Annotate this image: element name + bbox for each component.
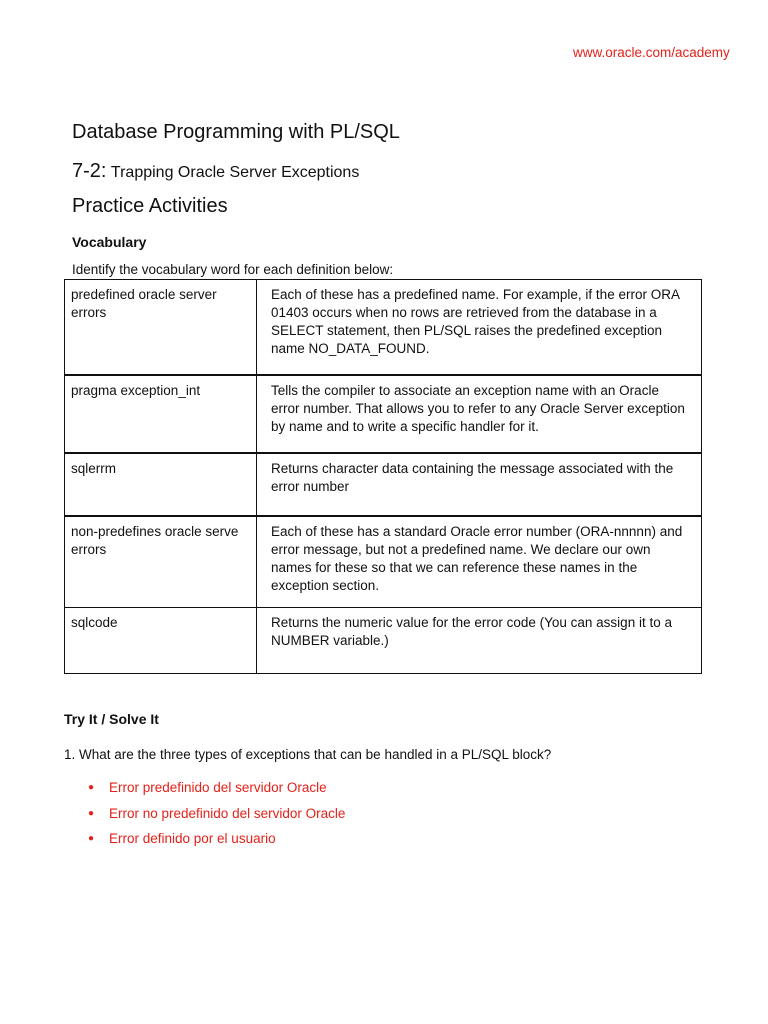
lesson-number: 7-2: bbox=[72, 160, 107, 182]
bullet-icon: ● bbox=[88, 833, 95, 844]
answer-text: Error predefinido del servidor Oracle bbox=[109, 780, 327, 795]
bullet-icon: ● bbox=[88, 807, 95, 819]
vocabulary-definition: Returns character data containing the message associated with the error number bbox=[257, 453, 702, 516]
vocabulary-term: pragma exception_int bbox=[65, 375, 257, 453]
vocabulary-definition: Tells the compiler to associate an exception name with an Oracle error number. That allows you to refer to any Oracle Server exception by name and to write a specific handler for it. bbox=[257, 375, 702, 453]
vocabulary-heading: Vocabulary bbox=[72, 234, 147, 250]
try-it-heading: Try It / Solve It bbox=[64, 711, 159, 727]
list-item bbox=[88, 830, 345, 856]
table-row bbox=[65, 516, 702, 608]
vocabulary-instructions: Identify the vocabulary word for each definition below: bbox=[72, 262, 394, 277]
vocabulary-term: sqlerrm bbox=[65, 453, 257, 516]
lesson-heading bbox=[72, 160, 359, 183]
oracle-academy-url[interactable]: www.oracle.com/academy bbox=[573, 45, 730, 60]
table-row bbox=[65, 280, 702, 376]
bullet-icon: ● bbox=[88, 782, 95, 793]
question-text: 1. What are the three types of exceptions that can be handled in a PL/SQL block? bbox=[64, 747, 552, 762]
lesson-name: Trapping Oracle Server Exceptions bbox=[110, 164, 360, 181]
answer-text: Error definido por el usuario bbox=[109, 831, 276, 846]
vocabulary-definition: Each of these has a standard Oracle error number (ORA-nnnnn) and error message, but not a predefined name. We declare our own names for these so that we can reference these names in the exception section. bbox=[257, 516, 702, 608]
table-row bbox=[65, 608, 702, 674]
vocabulary-term: sqlcode bbox=[65, 608, 257, 674]
vocabulary-definition: Returns the numeric value for the error code (You can assign it to a NUMBER variable.) bbox=[257, 608, 702, 674]
answer-text: Error no predefinido del servidor Oracle bbox=[109, 805, 346, 821]
answer-list bbox=[88, 779, 345, 856]
document-title: Database Programming with PL/SQL bbox=[72, 121, 400, 143]
table-row bbox=[65, 453, 702, 516]
section-heading: Practice Activities bbox=[72, 195, 228, 217]
list-item bbox=[88, 805, 345, 831]
vocabulary-definition: Each of these has a predefined name. For example, if the error ORA 01403 occurs when no rows are retrieved from the database in a SELECT statement, then PL/SQL raises the predefined exception name NO_DATA_FOUND. bbox=[257, 280, 702, 376]
table-row bbox=[65, 375, 702, 453]
vocabulary-term: non-predefines oracle serve errors bbox=[65, 516, 257, 608]
list-item bbox=[88, 779, 345, 805]
vocabulary-term: predefined oracle server errors bbox=[65, 280, 257, 376]
vocabulary-table bbox=[64, 279, 702, 674]
